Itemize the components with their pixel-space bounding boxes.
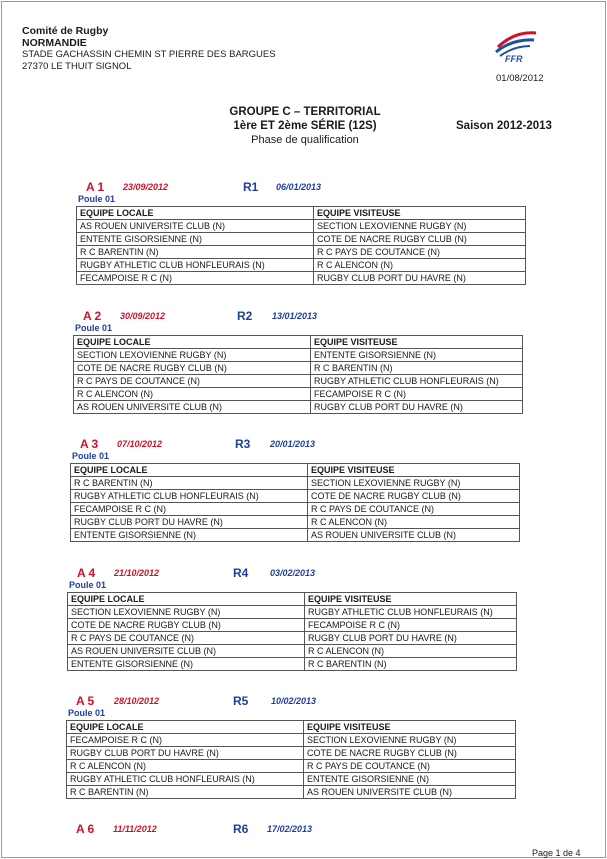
home-team: ENTENTE GISORSIENNE (N) — [77, 233, 314, 246]
title-line-2: 1ère ET 2ème SÉRIE (12S) — [233, 120, 377, 132]
aller-round-date: 28/10/2012 — [114, 696, 160, 706]
home-team: FECAMPOISE R C (N) — [77, 272, 314, 285]
match-table — [73, 335, 523, 414]
org-address-1: STADE GACHASSIN CHEMIN ST PIERRE DES BARGUES — [22, 49, 276, 60]
aller-round-label: A 4 — [77, 566, 96, 580]
away-team: R C BARENTIN (N) — [305, 658, 517, 671]
round-block — [70, 437, 590, 540]
table-row — [67, 760, 516, 773]
table-row — [74, 388, 523, 401]
away-team: R C ALENCON (N) — [308, 516, 520, 529]
retour-round-date: 13/01/2013 — [272, 311, 318, 321]
poule-label: Poule 01 — [69, 580, 107, 590]
away-team: R C BARENTIN (N) — [311, 362, 523, 375]
table-header-row — [71, 464, 520, 477]
home-team: R C ALENCON (N) — [67, 760, 304, 773]
table-row — [68, 658, 517, 671]
table-row — [77, 220, 526, 233]
away-team: RUGBY CLUB PORT DU HAVRE (N) — [311, 401, 523, 414]
away-team: R C PAYS DE COUTANCE (N) — [314, 246, 526, 259]
home-team: R C PAYS DE COUTANCE (N) — [74, 375, 311, 388]
header-home: EQUIPE LOCALE — [68, 593, 305, 606]
round-header — [70, 437, 590, 451]
table-row — [77, 272, 526, 285]
retour-round-date: 10/02/2013 — [271, 696, 317, 706]
home-team: FECAMPOISE R C (N) — [67, 734, 304, 747]
round-header — [66, 694, 586, 708]
aller-round-date: 23/09/2012 — [123, 182, 169, 192]
table-row — [68, 645, 517, 658]
header-away: EQUIPE VISITEUSE — [308, 464, 520, 477]
home-team: AS ROUEN UNIVERSITE CLUB (N) — [77, 220, 314, 233]
header-home: EQUIPE LOCALE — [67, 721, 304, 734]
home-team: ENTENTE GISORSIENNE (N) — [71, 529, 308, 542]
retour-round-label: R4 — [233, 566, 249, 580]
retour-round-date: 06/01/2013 — [276, 182, 322, 192]
round-header — [67, 566, 587, 580]
retour-round-label: R2 — [237, 309, 253, 323]
logo-text: FFR — [505, 54, 523, 64]
table-row — [67, 786, 516, 799]
home-team: RUGBY ATHLETIC CLUB HONFLEURAIS (N) — [67, 773, 304, 786]
round-header — [73, 309, 593, 323]
table-row — [77, 259, 526, 272]
aller-round-date: 11/11/2012 — [113, 824, 157, 834]
table-row — [71, 529, 520, 542]
home-team: RUGBY CLUB PORT DU HAVRE (N) — [71, 516, 308, 529]
table-row — [68, 619, 517, 632]
away-team: SECTION LEXOVIENNE RUGBY (N) — [314, 220, 526, 233]
away-team: COTE DE NACRE RUGBY CLUB (N) — [308, 490, 520, 503]
aller-round-date: 30/09/2012 — [120, 311, 166, 321]
match-table — [70, 463, 520, 542]
match-table — [67, 592, 517, 671]
table-row — [67, 773, 516, 786]
table-row — [71, 490, 520, 503]
away-team: R C PAYS DE COUTANCE (N) — [308, 503, 520, 516]
away-team: ENTENTE GISORSIENNE (N) — [304, 773, 516, 786]
away-team: RUGBY CLUB PORT DU HAVRE (N) — [314, 272, 526, 285]
table-row — [67, 747, 516, 760]
away-team: RUGBY CLUB PORT DU HAVRE (N) — [305, 632, 517, 645]
table-row — [71, 477, 520, 490]
header-away: EQUIPE VISITEUSE — [311, 336, 523, 349]
away-team: R C PAYS DE COUTANCE (N) — [304, 760, 516, 773]
table-row — [67, 734, 516, 747]
header-away: EQUIPE VISITEUSE — [305, 593, 517, 606]
retour-round-label: R3 — [235, 437, 251, 451]
doc-title — [200, 105, 410, 147]
aller-round-date: 07/10/2012 — [117, 439, 163, 449]
page-number: Page 1 de 4 — [532, 848, 581, 858]
org-address-2: 27370 LE THUIT SIGNOL — [22, 61, 132, 72]
away-team: SECTION LEXOVIENNE RUGBY (N) — [308, 477, 520, 490]
retour-round-label: R1 — [243, 180, 259, 194]
match-table — [66, 720, 516, 799]
away-team: ENTENTE GISORSIENNE (N) — [311, 349, 523, 362]
table-row — [71, 516, 520, 529]
poule-label: Poule 01 — [75, 323, 113, 333]
round-block — [67, 566, 587, 669]
header-away: EQUIPE VISITEUSE — [304, 721, 516, 734]
away-team: COTE DE NACRE RUGBY CLUB (N) — [304, 747, 516, 760]
header-away: EQUIPE VISITEUSE — [314, 207, 526, 220]
round-block — [66, 694, 586, 797]
aller-round-label: A 1 — [86, 180, 105, 194]
org-header — [22, 25, 276, 73]
round-block — [76, 180, 596, 283]
table-row — [68, 606, 517, 619]
table-row — [77, 246, 526, 259]
retour-round-label: R5 — [233, 694, 249, 708]
home-team: RUGBY ATHLETIC CLUB HONFLEURAIS (N) — [71, 490, 308, 503]
retour-round-label: R6 — [233, 822, 249, 836]
home-team: SECTION LEXOVIENNE RUGBY (N) — [68, 606, 305, 619]
away-team: COTE DE NACRE RUGBY CLUB (N) — [314, 233, 526, 246]
table-header-row — [77, 207, 526, 220]
title-line-1: GROUPE C – TERRITORIAL — [229, 106, 381, 118]
round-block — [66, 822, 586, 836]
title-line-3: Phase de qualification — [251, 134, 359, 146]
home-team: RUGBY ATHLETIC CLUB HONFLEURAIS (N) — [77, 259, 314, 272]
aller-round-date: 21/10/2012 — [114, 568, 160, 578]
away-team: R C ALENCON (N) — [314, 259, 526, 272]
away-team: RUGBY ATHLETIC CLUB HONFLEURAIS (N) — [311, 375, 523, 388]
poule-label: Poule 01 — [72, 451, 110, 461]
round-header — [66, 822, 586, 836]
home-team: R C PAYS DE COUTANCE (N) — [68, 632, 305, 645]
aller-round-label: A 6 — [76, 822, 95, 836]
org-name-1: Comité de Rugby — [22, 25, 109, 37]
home-team: R C ALENCON (N) — [74, 388, 311, 401]
round-header — [76, 180, 596, 194]
away-team: SECTION LEXOVIENNE RUGBY (N) — [304, 734, 516, 747]
away-team: RUGBY ATHLETIC CLUB HONFLEURAIS (N) — [305, 606, 517, 619]
away-team: AS ROUEN UNIVERSITE CLUB (N) — [304, 786, 516, 799]
match-table — [76, 206, 526, 285]
table-header-row — [68, 593, 517, 606]
table-row — [74, 401, 523, 414]
doc-date: 01/08/2012 — [496, 73, 544, 84]
table-row — [68, 632, 517, 645]
away-team: FECAMPOISE R C (N) — [311, 388, 523, 401]
table-header-row — [67, 721, 516, 734]
home-team: COTE DE NACRE RUGBY CLUB (N) — [74, 362, 311, 375]
org-name-2: NORMANDIE — [22, 37, 87, 49]
retour-round-date: 20/01/2013 — [270, 439, 316, 449]
home-team: COTE DE NACRE RUGBY CLUB (N) — [68, 619, 305, 632]
home-team: AS ROUEN UNIVERSITE CLUB (N) — [74, 401, 311, 414]
table-row — [77, 233, 526, 246]
header-home: EQUIPE LOCALE — [74, 336, 311, 349]
poule-label: Poule 01 — [78, 194, 116, 204]
table-row — [74, 362, 523, 375]
home-team: ENTENTE GISORSIENNE (N) — [68, 658, 305, 671]
retour-round-date: 17/02/2013 — [267, 824, 313, 834]
away-team: FECAMPOISE R C (N) — [305, 619, 517, 632]
home-team: R C BARENTIN (N) — [67, 786, 304, 799]
aller-round-label: A 3 — [80, 437, 99, 451]
poule-label: Poule 01 — [68, 708, 106, 718]
aller-round-label: A 5 — [76, 694, 95, 708]
round-block — [73, 309, 593, 412]
home-team: R C BARENTIN (N) — [71, 477, 308, 490]
table-row — [74, 349, 523, 362]
away-team: AS ROUEN UNIVERSITE CLUB (N) — [308, 529, 520, 542]
home-team: FECAMPOISE R C (N) — [71, 503, 308, 516]
table-header-row — [74, 336, 523, 349]
home-team: R C BARENTIN (N) — [77, 246, 314, 259]
header-home: EQUIPE LOCALE — [77, 207, 314, 220]
aller-round-label: A 2 — [83, 309, 102, 323]
table-row — [74, 375, 523, 388]
season-label: Saison 2012-2013 — [456, 120, 552, 132]
table-row — [71, 503, 520, 516]
away-team: R C ALENCON (N) — [305, 645, 517, 658]
home-team: SECTION LEXOVIENNE RUGBY (N) — [74, 349, 311, 362]
retour-round-date: 03/02/2013 — [270, 568, 316, 578]
header-home: EQUIPE LOCALE — [71, 464, 308, 477]
home-team: AS ROUEN UNIVERSITE CLUB (N) — [68, 645, 305, 658]
home-team: RUGBY CLUB PORT DU HAVRE (N) — [67, 747, 304, 760]
